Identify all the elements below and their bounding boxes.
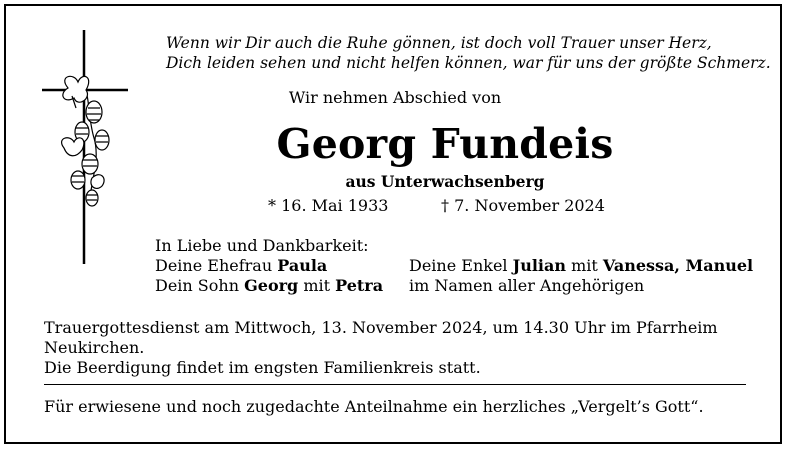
divider-rule xyxy=(44,384,746,385)
grand-name: Julian xyxy=(512,256,566,275)
grand-mid: mit xyxy=(565,256,603,275)
son-prefix: Dein Sohn xyxy=(155,276,245,295)
service-info xyxy=(44,318,756,378)
family-column-right xyxy=(409,256,753,296)
farewell-intro: Wir nehmen Abschied von xyxy=(288,88,502,107)
all-relatives-line: im Namen aller Angehörigen xyxy=(409,276,645,295)
son-partner: Petra xyxy=(335,276,384,295)
service-line-1: Trauergottesdienst am Mittwoch, 13. November 2024, um 14.30 Uhr im Pfarrheim Neukirchen. xyxy=(44,318,718,357)
death-date: † 7. November 2024 xyxy=(441,196,605,215)
thanks-line: Für erwiesene und noch zugedachte Anteilnahme ein herzliches „Vergelt’s Gott“. xyxy=(44,397,704,416)
wife-prefix: Deine Ehefrau xyxy=(155,256,278,275)
grand-partners: Vanessa, Manuel xyxy=(602,256,754,275)
grandchildren-line xyxy=(409,256,753,276)
deceased-name: Georg Fundeis xyxy=(276,120,614,168)
family-heading: In Liebe und Dankbarkeit: xyxy=(155,236,369,255)
verse-line-1: Wenn wir Dir auch die Ruhe gönnen, ist doch voll Trauer unser Herz, xyxy=(166,34,712,52)
family-column-left xyxy=(155,236,383,296)
wife-line xyxy=(155,256,383,276)
wife-name: Paula xyxy=(277,256,328,275)
son-mid: mit xyxy=(298,276,336,295)
son-name: Georg xyxy=(244,276,299,295)
verse-line-2: Dich leiden sehen und nicht helfen können, war für uns der größte Schmerz. xyxy=(166,54,771,72)
service-line-2: Die Beerdigung findet im engsten Familienkreis statt. xyxy=(44,358,481,377)
grand-prefix: Deine Enkel xyxy=(409,256,513,275)
memorial-verse xyxy=(166,33,771,73)
deceased-origin: aus Unterwachsenberg xyxy=(345,172,545,191)
son-line xyxy=(155,276,383,296)
birth-date: * 16. Mai 1933 xyxy=(268,196,389,215)
